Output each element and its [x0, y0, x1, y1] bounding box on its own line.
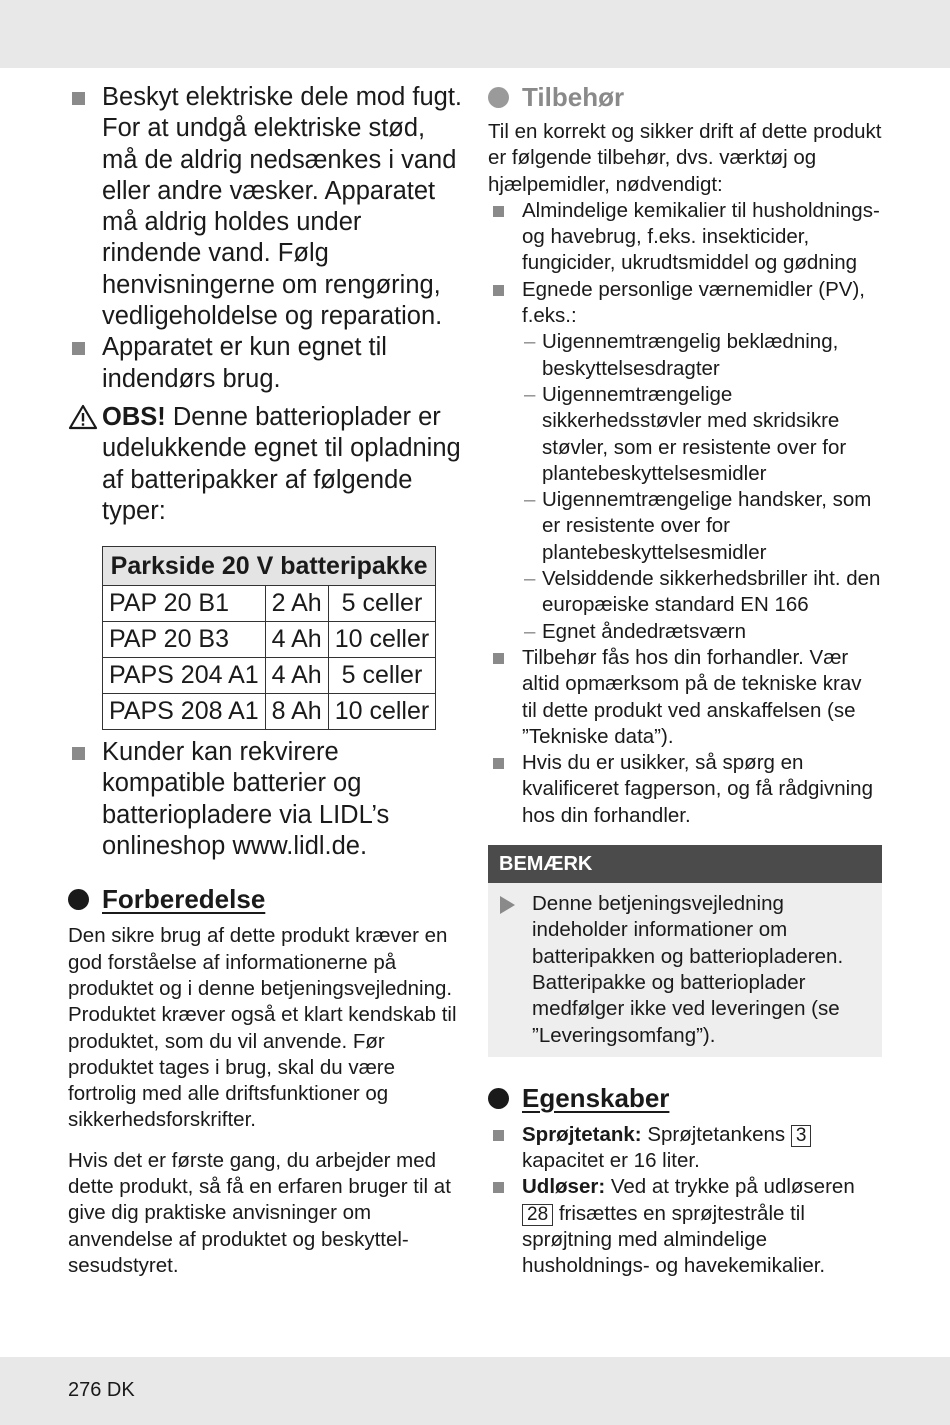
square-bullet-icon: [72, 342, 85, 355]
table-cell: 5 celler: [328, 658, 436, 694]
table-cell: 2 Ah: [265, 586, 328, 622]
section-title: Tilbehør: [522, 82, 625, 112]
square-bullet-icon: [72, 747, 85, 760]
square-bullet-icon: [72, 92, 85, 105]
part-number-ref: 28: [522, 1204, 553, 1226]
table-cell: 4 Ah: [265, 658, 328, 694]
table-cell: PAPS 208 A1: [103, 694, 266, 730]
note-header: BEMÆRK: [488, 845, 882, 883]
section-title: Egenskaber: [522, 1082, 670, 1113]
list-item: – Uigennemtrængelige sikkerhedsstøvler med skridsikre støvler, som er resistente over for plantebeskyttelsesmidler: [524, 382, 847, 485]
list-item: Almindelige kemikalier til husholdnings- og havebrug, f.eks. insekticider, fungicider, ukrudtsmiddel og gødning: [488, 198, 882, 277]
table-cell: 8 Ah: [265, 694, 328, 730]
section-title: Forberedelse: [102, 884, 266, 915]
table-row: [103, 658, 436, 694]
circle-bullet-icon: [488, 1088, 509, 1109]
dash-icon: –: [524, 330, 536, 354]
table-cell: PAP 20 B1: [103, 586, 266, 622]
table-cell: 5 celler: [328, 586, 436, 622]
list-item: Egnede personlige værnemidler (PV), f.eks.: – Uigennemtrængelig beklædning, beskyttelsesdragter – Uigennemtrængelige sikkerhedsstøvler med skridsikre støvler, som er resistente over for plantebeskyttelsesmidler – Uigennemtrængelige handsker, som er resistente over for plantebeskyttelsesmidler – Velsiddende sikkerhedsbriller iht. den europæiske standard EN 166 – Egnet åndedrætsværn: [488, 277, 882, 645]
section-heading-forberedelse: [68, 884, 464, 915]
note-item: [488, 883, 882, 1049]
battery-table: [102, 546, 436, 730]
square-bullet-icon: [493, 1182, 504, 1193]
table-cell: 4 Ah: [265, 622, 328, 658]
safety-bullets: [68, 82, 464, 395]
shop-bullet: [68, 737, 464, 862]
section-heading-egenskaber: [488, 1083, 882, 1114]
list-item: Apparatet er kun egnet til indendørs brug.: [68, 332, 464, 395]
circle-bullet-icon: [68, 889, 89, 910]
list-item: – Velsiddende sikkerhedsbriller iht. den europæiske standard EN 166: [524, 567, 881, 617]
page-number: 276 DK: [68, 1379, 135, 1401]
table-row: [103, 586, 436, 622]
list-item: Beskyt elektriske dele mod fugt. For at undgå elektriske stød, må de aldrig nedsænkes i vand eller andre væsker. Apparatet må aldrig holdes under rindende vand. Følg henvisningerne om rengøring, vedligeholdelse og reparation.: [68, 82, 464, 332]
table-cell: 10 celler: [328, 694, 436, 730]
section-heading-tilbehor: [488, 82, 882, 113]
dash-icon: –: [524, 382, 536, 406]
table-cell: PAP 20 B3: [103, 622, 266, 658]
paragraph: Den sikre brug af dette produkt kræver en god forståelse af informationerne på produktet og i denne betjeningsvejledning. Produktet kræver også et klart kendskab til produktet, som du vil anvende. Før produktet tages i brug, skal du være fortrolig med alle driftsfunktioner og sikkerhedsforskrifter.: [68, 924, 457, 1132]
dash-icon: –: [524, 619, 536, 643]
table-row: [103, 694, 436, 730]
warning-text: Denne batterioplader er udelukkende egnet til opladning af batteripakker af følgende typer:: [102, 402, 461, 525]
list-item: Kunder kan rekvirere kompatible batterier og batteriopladere via LIDL’s onlineshop www.lidl.de.: [68, 737, 464, 862]
top-band: [0, 0, 950, 68]
list-item: Hvis du er usikker, så spørg en kvalificeret fagperson, og få rådgivning hos din forhandler.: [488, 750, 882, 829]
paragraph: Til en korrekt og sikker drift af dette produkt er følgende tilbehør, dvs. værktøj og hjælpemidler, nødvendigt:: [488, 120, 882, 196]
left-column: [68, 82, 464, 1279]
table-row: [103, 622, 436, 658]
note-text: Denne betjeningsvejledning indeholder informationer om batteripakken og batteriopladeren. Batteripakke og batterioplader medfølger ikke ved leveringen (se ”Leveringsomfang”).: [532, 892, 844, 1047]
note-box: [488, 845, 882, 1057]
list-item: Udløser: Ved at trykke på udløseren 28 frisættes en sprøjtestråle til sprøjtning med almindelige husholdnings- og havekemikalier.: [488, 1174, 882, 1279]
right-column: [488, 82, 882, 1280]
part-number-ref: 3: [791, 1125, 812, 1147]
features-list: [488, 1122, 882, 1280]
table-header: Parkside 20 V batteripakke: [103, 547, 436, 586]
square-bullet-icon: [493, 285, 504, 296]
list-item: Sprøjtetank: Sprøjtetankens 3 kapacitet er 16 liter.: [488, 1122, 882, 1175]
list-item: Tilbehør fås hos din forhandler. Vær altid opmærksom på de tekniske krav til dette produkt ved anskaffelsen (se ”Tekniske data”).: [488, 645, 882, 750]
warning-note: [68, 402, 464, 527]
dash-icon: –: [524, 488, 536, 512]
paragraph: Hvis det er første gang, du arbejder med dette produkt, så få en erfaren bruger til at give dig praktiske anvisninger om anvendelse af produktet og beskyttel-sesudstyret.: [68, 1148, 451, 1277]
list-item: – Uigennemtrængelig beklædning, beskyttelsesdragter: [524, 330, 839, 380]
circle-bullet-icon: [488, 87, 509, 108]
square-bullet-icon: [493, 653, 504, 664]
ppe-list: [522, 329, 882, 645]
square-bullet-icon: [493, 1130, 504, 1141]
table-cell: 10 celler: [328, 622, 436, 658]
warning-label: OBS!: [102, 402, 166, 431]
square-bullet-icon: [493, 206, 504, 217]
table-cell: PAPS 204 A1: [103, 658, 266, 694]
dash-icon: –: [524, 567, 536, 591]
list-item: – Uigennemtrængelige handsker, som er resistente over for plantebeskyttelsesmidler: [524, 488, 872, 564]
triangle-right-icon: [500, 896, 515, 914]
warning-triangle-icon: [68, 404, 98, 430]
bottom-band: [0, 1357, 950, 1425]
list-item: – Egnet åndedrætsværn: [522, 619, 882, 645]
accessory-list: [488, 198, 882, 829]
square-bullet-icon: [493, 758, 504, 769]
